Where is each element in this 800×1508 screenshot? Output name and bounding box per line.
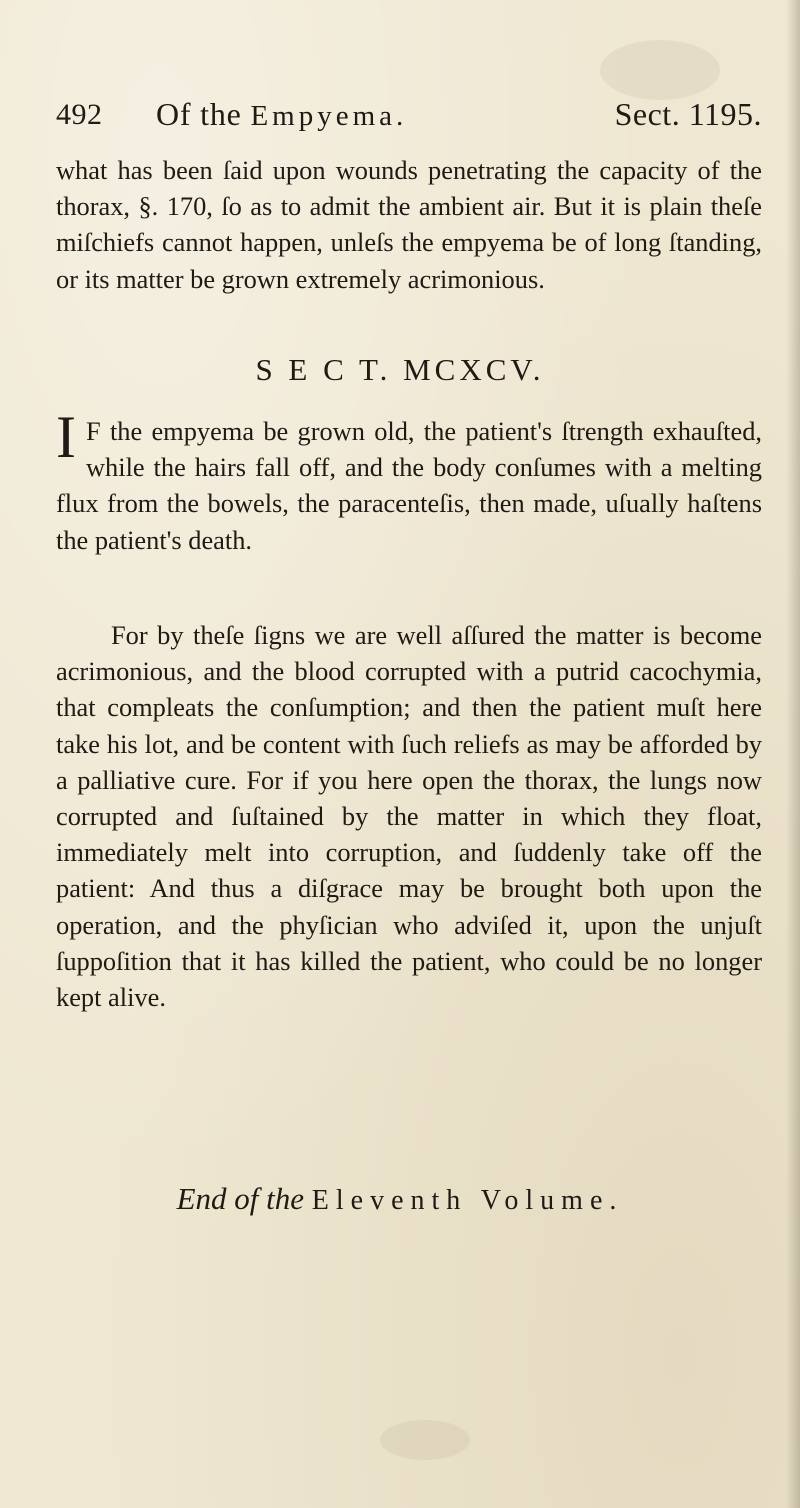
paragraph-commentary: For by theſe ſigns we are well aſſured the matter is become acrimonious, and the blood corrupted with a putrid cacochymia, that compleats the conſumption; and then the patient muſt here take his lot, and be content with ſuch reliefs as may be afforded by a palliative cure. For if you here open the thorax, the lungs now corrupted and ſuſtained by the matter in which they float, immediately melt into corruption, and ſuddenly take off the patient: And thus a diſgrace may be brought both upon the operation, and the phyſician who adviſed it, upon the unjuſt ſuppoſition that it has killed the patient, who could be no longer kept alive. [56,620,762,1013]
page-number: 492 [56,98,103,131]
running-title-prefix: Of the [156,96,251,132]
paper-stain [380,1420,470,1460]
running-header [56,92,762,142]
paragraph-continuation: what has been ſaid upon wounds penetrating the capacity of the thorax, §. 170, ſo as to admit the ambient air. But it is plain theſe miſchiefs cannot happen, unleſs the empyema be of long ſtanding, or its matter be grown extremely acrimonious. [56,155,762,294]
paper-stain [600,40,720,100]
colophon-caps: Eleventh Volume. [311,1185,624,1216]
colophon-italic: End of the [176,1181,305,1216]
drop-cap: I [56,404,76,470]
paragraph-aphorism [56,404,762,558]
volume-colophon [0,1181,800,1217]
section-heading: S E C T. MCXCV. [255,352,545,387]
page-edge-shadow [786,0,800,1508]
section-reference: Sect. 1195. [614,96,762,132]
running-title-main: Empyema. [250,100,408,132]
aphorism-text: F the empyema be grown old, the patient's ſtrength exhauſted, while the hairs fall off, and the body conſumes with a melting flux from the bowels, the paracenteſis, then made, uſually haſtens the patient's death. [56,416,762,555]
running-title [156,96,407,133]
